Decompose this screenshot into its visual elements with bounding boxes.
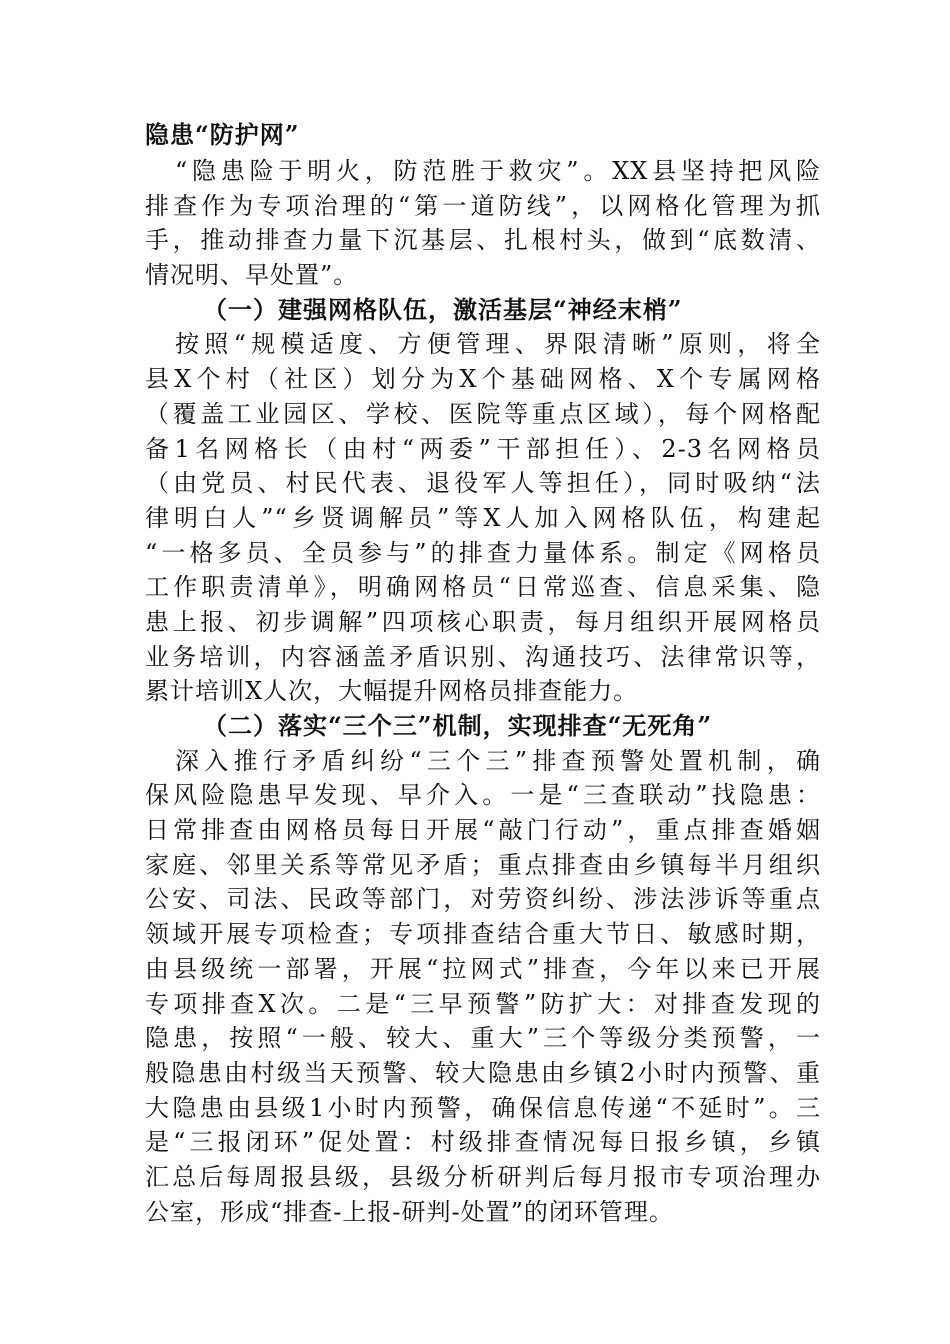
paragraph-line: 公安、司法、民政等部门，对劳资纠纷、涉法涉诉等重点 <box>145 885 821 914</box>
subsection-heading-2: （二）落实“三个三”机制，实现排查“无死角” <box>203 711 713 740</box>
paragraph-line: 专项排查X次。二是“三早预警”防扩大：对排查发现的 <box>145 989 821 1018</box>
section-title: 隐患“防护网” <box>145 120 300 149</box>
paragraph-line: “隐患险于明火，防范胜于救灾”。XX县坚持把风险 <box>175 157 821 185</box>
subsection-2-paragraph <box>145 744 821 1230</box>
paragraph-line: 汇总后每周报县级，县级分析研判后每月报市专项治理办 <box>145 1162 821 1191</box>
subsection-heading-1: （一）建强网格队伍，激活基层“神经末梢” <box>203 294 683 324</box>
paragraph-line: 隐患，按照“一般、较大、重大”三个等级分类预警，一 <box>145 1024 821 1053</box>
paragraph-line: 患上报、初步调解”四项核心职责，每月组织开展网格员 <box>145 607 821 636</box>
paragraph-line: 排查作为专项治理的“第一道防线”，以网格化管理为抓 <box>145 191 821 220</box>
paragraph-line: 般隐患由村级当天预警、较大隐患由乡镇2小时内预警、重 <box>145 1058 821 1087</box>
paragraph-line: 大隐患由县级1小时内预警，确保信息传递“不延时”。三 <box>145 1093 821 1122</box>
subsection-1-paragraph <box>145 327 821 709</box>
paragraph-line: “一格多员、全员参与”的排查力量体系。制定《网格员 <box>145 538 821 567</box>
paragraph-line: 累计培训X人次，大幅提升网格员排查能力。 <box>145 677 639 706</box>
paragraph-line: 县X个村（社区）划分为X个基础网格、X个专属网格 <box>145 365 821 394</box>
paragraph-line: （覆盖工业园区、学校、医院等重点区域），每个网格配 <box>145 399 821 428</box>
paragraph-line: 手，推动排查力量下沉基层、扎根村头，做到“底数清、 <box>145 226 821 255</box>
paragraph-line: 日常排查由网格员每日开展“敲门行动”，重点排查婚姻 <box>145 816 821 845</box>
paragraph-line: 家庭、邻里关系等常见矛盾；重点排查由乡镇每半月组织 <box>145 850 821 879</box>
paragraph-line: （由党员、村民代表、退役军人等担任），同时吸纳“法 <box>145 469 821 498</box>
paragraph-line: 律明白人”“乡贤调解员”等X人加入网格队伍，构建起 <box>145 503 821 532</box>
paragraph-line: 业务培训，内容涵盖矛盾识别、沟通技巧、法律常识等， <box>145 642 821 671</box>
paragraph-line: 领域开展专项检查；专项排查结合重大节日、敏感时期， <box>145 920 821 949</box>
paragraph-line: 按照“规模适度、方便管理、界限清晰”原则，将全 <box>175 330 821 359</box>
intro-paragraph <box>145 154 821 293</box>
paragraph-line: 是“三报闭环”促处置：村级排查情况每日报乡镇，乡镇 <box>145 1128 821 1157</box>
paragraph-line: 公室，形成“排查-上报-研判-处置”的闭环管理。 <box>145 1197 674 1226</box>
paragraph-line: 备1名网格长（由村“两委”干部担任）、2-3名网格员 <box>145 434 821 463</box>
paragraph-line: 工作职责清单》，明确网格员“日常巡查、信息采集、隐 <box>145 573 821 602</box>
document-page <box>145 116 821 1229</box>
paragraph-line: 保风险隐患早发现、早介入。一是“三查联动”找隐患： <box>145 781 821 810</box>
paragraph-line: 由县级统一部署，开展“拉网式”排查，今年以来已开展 <box>145 954 821 983</box>
paragraph-line: 深入推行矛盾纠纷“三个三”排查预警处置机制，确 <box>175 746 821 775</box>
paragraph-line: 情况明、早处置”。 <box>145 261 359 290</box>
